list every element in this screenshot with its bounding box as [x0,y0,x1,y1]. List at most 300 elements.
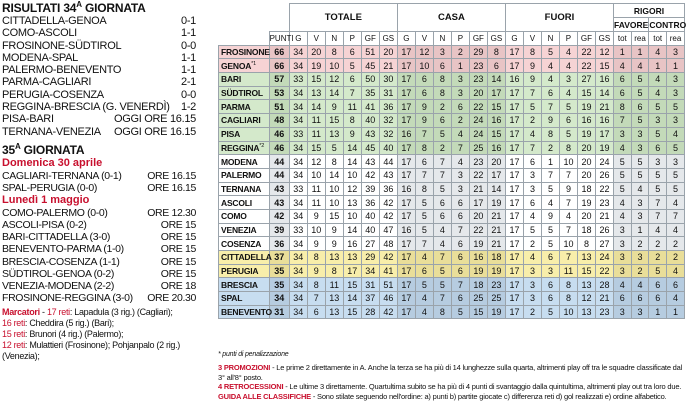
stat-cell: 3 [523,168,541,182]
stat-cell: 8 [325,45,343,59]
stat-cell: 4 [631,278,649,292]
standings-row [219,278,685,292]
stat-cell: 19 [595,141,613,155]
stat-cell: 3 [631,209,649,223]
stat-cell: 4 [451,127,469,141]
team-name: FROSINONE [219,45,270,59]
column-header: GS [595,32,613,46]
stat-cell: 40 [361,114,379,128]
scorer-goals: 12 reti [2,339,25,350]
stat-cell: 33 [289,73,307,87]
result-row [2,15,198,27]
stat-cell: 2 [631,237,649,251]
stat-cell: 13 [577,305,595,319]
result-match: PARMA-CAGLIARI [2,76,92,89]
fixture-day-title: Lunedì 1 maggio [2,194,90,207]
stat-cell: 23 [595,196,613,210]
stat-cell: 15 [577,264,595,278]
stat-cell: 3 [613,251,631,265]
column-header: GF [361,32,379,46]
team-points: 37 [269,251,289,265]
team-points: 43 [269,182,289,196]
stat-cell: 21 [487,209,505,223]
stat-cell: 14 [325,86,343,100]
team-points: 31 [269,305,289,319]
stat-cell: 7 [559,251,577,265]
stat-cell: 9 [325,237,343,251]
result-score: 0-0 [181,88,196,101]
stat-cell: 17 [397,305,415,319]
stat-cell: 21 [595,209,613,223]
stat-cell: 47 [379,223,397,237]
stat-cell: 17 [487,86,505,100]
stat-cell: 3 [559,73,577,87]
stat-cell: 28 [361,305,379,319]
stat-cell: 43 [379,168,397,182]
promotions-note: 3 PROMOZIONI - Le prime 2 direttamente in A. Anche la terza se ha più di 14 lunghezze sulla quarta, altrimenti play off tra le squadre classificate dal 3° all'8° posto. [218,363,683,382]
result-row [2,101,198,113]
stat-cell: 5 [667,168,685,182]
stat-cell: 1 [649,59,667,73]
scorer-text: : Mulattieri (Frosinone); Pohjanpalo (2 rig.) (Venezia); [2,339,180,361]
stat-cell: 8 [307,278,325,292]
stat-cell: 14 [343,292,361,306]
stat-cell: 17 [397,59,415,73]
stat-cell: 4 [667,127,685,141]
stat-cell: 36 [379,100,397,114]
stat-cell: 15 [469,305,487,319]
stat-cell: 4 [415,305,433,319]
stat-cell: 9 [307,237,325,251]
standings-row [219,237,685,251]
stat-cell: 3 [613,127,631,141]
stat-cell: 2 [541,141,559,155]
stat-cell: 20 [577,168,595,182]
stat-cell: 13 [577,278,595,292]
fixture-row [2,207,198,219]
standings-row [219,127,685,141]
stat-cell: 3 [631,251,649,265]
stat-cell: 7 [613,114,631,128]
stat-cell: 6 [343,45,361,59]
stat-cell: 22 [469,168,487,182]
result-match: TERNANA-VENEZIA [2,125,101,138]
stat-cell: 36 [361,196,379,210]
stat-cell: 17 [505,100,523,114]
column-header: G [397,32,415,46]
stat-cell: 17 [397,209,415,223]
stat-cell: 10 [307,223,325,237]
stat-cell: 17 [397,100,415,114]
stat-cell: 20 [307,45,325,59]
penalty-note: * punti di penalizzazione [218,351,289,358]
stat-cell: 16 [343,237,361,251]
stat-cell: 6 [487,59,505,73]
stat-cell: 19 [487,305,505,319]
team-points: 35 [269,264,289,278]
stat-cell: 5 [613,155,631,169]
stat-cell: 20 [577,155,595,169]
stat-cell: 6 [433,196,451,210]
stat-cell: 34 [289,114,307,128]
stat-cell: 6 [433,59,451,73]
stat-cell: 7 [433,292,451,306]
stat-cell: 6 [631,292,649,306]
stat-cell: 3 [613,305,631,319]
stat-cell: 19 [469,264,487,278]
team-points: 42 [269,209,289,223]
fixture-time: ORE 15 [160,267,196,280]
stat-cell: 17 [505,45,523,59]
stat-cell: 5 [649,127,667,141]
scorer-text: : Lapadula (3 rig.) (Cagliari); [69,306,173,317]
stat-cell: 1 [541,155,559,169]
stat-cell: 34 [289,305,307,319]
team-name: PARMA [219,100,270,114]
fixture-row [2,219,198,231]
stat-cell: 13 [325,292,343,306]
stat-cell: 3 [667,73,685,87]
scorer-text: : Brunori (4 rig.) (Palermo); [24,328,124,339]
stat-cell: 7 [307,292,325,306]
stat-cell: 11 [343,100,361,114]
stat-cell: 12 [577,292,595,306]
stat-cell: 2 [451,45,469,59]
stat-cell: 8 [415,182,433,196]
result-row [2,113,198,125]
stat-cell: 9 [541,114,559,128]
result-score: 2-1 [181,76,196,89]
stat-cell: 17 [397,155,415,169]
fixture-row [2,243,198,255]
team-points: 46 [269,141,289,155]
result-row [2,76,198,88]
stat-cell: 41 [361,100,379,114]
stat-cell: 17 [397,114,415,128]
fixture-match: SÜDTIROL-GENOA (0-2) [2,267,115,280]
team-points: 44 [269,168,289,182]
stat-cell: 4 [667,223,685,237]
column-header: P [343,32,361,46]
stat-cell: 1 [451,59,469,73]
stat-cell: 3 [523,182,541,196]
team-name: CITTADELLA [219,251,270,265]
stat-cell: 15 [307,141,325,155]
stat-cell: 7 [415,127,433,141]
stat-cell: 19 [469,237,487,251]
stat-cell: 7 [415,168,433,182]
stat-cell: 32 [379,127,397,141]
stat-cell: 6 [415,264,433,278]
stat-cell: 3 [667,86,685,100]
stat-cell: 2 [523,305,541,319]
stat-cell: 10 [325,59,343,73]
stat-cell: 13 [325,305,343,319]
result-match: PISA-BARI [2,113,54,126]
results-title: RISULTATI $34^A$ GIORNATA [2,0,146,15]
stat-cell: 3 [451,73,469,87]
stat-cell: 14 [343,223,361,237]
stat-cell: 7 [649,209,667,223]
stat-cell: 17 [505,182,523,196]
stat-cell: 12 [325,73,343,87]
stat-cell: 4 [613,141,631,155]
stat-cell: 31 [379,86,397,100]
stat-cell: 3 [667,155,685,169]
stat-cell: 8 [541,127,559,141]
standings-row [219,100,685,114]
result-score: 0-1 [181,15,196,27]
stat-cell: 3 [613,264,631,278]
fixture-time: ORE 16.15 [147,182,196,195]
stat-cell: 2 [667,237,685,251]
stat-cell: 3 [541,264,559,278]
stat-cell: 10 [325,182,343,196]
stat-cell: 10 [325,196,343,210]
stat-cell: 5 [631,73,649,87]
stat-cell: 6 [649,292,667,306]
scorer-goals: 16 reti [2,317,25,328]
stat-cell: 15 [343,278,361,292]
column-header: P [451,32,469,46]
team-name: ASCOLI [219,196,270,210]
stat-cell: 4 [613,209,631,223]
stat-cell: 7 [415,237,433,251]
stat-cell: 10 [343,168,361,182]
team-points: 43 [269,196,289,210]
stat-cell: 7 [541,100,559,114]
team-name: GENOA$^{*1}$ [219,59,270,73]
fixture-match: FROSINONE-REGGINA (3-0) [2,291,133,304]
stat-cell: 5 [541,182,559,196]
stat-cell: 12 [307,155,325,169]
column-header: N [433,32,451,46]
stat-cell: 12 [415,45,433,59]
stat-cell: 33 [289,182,307,196]
standings-row [219,264,685,278]
stat-cell: 43 [361,155,379,169]
next-round-title: $35^A$ GIORNATA [2,141,85,157]
stat-cell: 22 [595,264,613,278]
stat-cell: 17 [397,196,415,210]
team-name: TERNANA [219,182,270,196]
stat-cell: 27 [577,73,595,87]
stat-cell: 23 [487,278,505,292]
stat-cell: 9 [307,209,325,223]
stat-cell: 6 [415,155,433,169]
stat-cell: 33 [289,127,307,141]
stat-cell: 18 [577,182,595,196]
stat-cell: 31 [361,278,379,292]
column-header: GS [379,32,397,46]
stat-cell: 7 [451,278,469,292]
guide-note: GUIDA ALLE CLASSIFICHE - Sono stilate seguendo nell'ordine: a) punti b) partite giocate c) differenza reti d) gol realizzati e) ordine alfabetico. [218,391,667,401]
stat-cell: 8 [559,292,577,306]
stat-cell: 8 [559,278,577,292]
header-casa: CASA [397,4,505,32]
stat-cell: 9 [343,127,361,141]
standings-table-container [218,3,685,319]
stat-cell: 21 [487,223,505,237]
result-match: COMO-ASCOLI [2,27,77,40]
stat-cell: 42 [379,209,397,223]
stat-cell: 6 [523,155,541,169]
team-name: PISA [219,127,270,141]
stat-cell: 17 [505,155,523,169]
stat-cell: 17 [505,278,523,292]
stat-cell: 16 [595,73,613,87]
fixture-time: ORE 18 [160,279,196,292]
stat-cell: 8 [433,86,451,100]
team-name: REGGINA$^{*2}$ [219,141,270,155]
team-name: BARI [219,73,270,87]
stat-cell: 42 [379,251,397,265]
relegations-note: 4 RETROCESSIONI - Le ultime 3 direttamente. Quartultima subito se ha più di 4 punti di svantaggio dalla quintultima, altrimenti play out tra loro due. [218,382,682,392]
team-name: CAGLIARI [219,114,270,128]
stat-cell: 6 [523,196,541,210]
stat-cell: 3 [451,86,469,100]
stat-cell: 8 [523,45,541,59]
stat-cell: 6 [451,264,469,278]
stat-cell: 4 [559,59,577,73]
stat-cell: 3 [667,45,685,59]
stat-cell: 3 [631,196,649,210]
result-match: CITTADELLA-GENOA [2,15,107,27]
stat-cell: 10 [307,168,325,182]
stat-cell: 4 [415,292,433,306]
stat-cell: 8 [307,251,325,265]
stat-cell: 4 [559,209,577,223]
stat-cell: 5 [523,223,541,237]
team-name: SPAL [219,292,270,306]
stat-cell: 1 [631,45,649,59]
stat-cell: 5 [325,141,343,155]
stat-cell: 34 [289,168,307,182]
stat-cell: 2 [451,114,469,128]
fixture-row [2,280,198,292]
standings-row [219,45,685,59]
team-name: COMO [219,209,270,223]
header-totale: TOTALE [289,4,397,32]
column-header: G [505,32,523,46]
stat-cell: 4 [559,86,577,100]
stat-cell: 22 [577,45,595,59]
stat-cell: 9 [307,264,325,278]
header-fuori: FUORI [505,4,613,32]
scorer-text: : Cheddira (5 rig.) (Bari); [24,317,114,328]
stat-cell: 6 [541,292,559,306]
stat-cell: 20 [469,86,487,100]
stat-cell: 1 [631,223,649,237]
stat-cell: 17 [505,141,523,155]
stat-cell: 2 [631,264,649,278]
stat-cell: 4 [433,223,451,237]
stat-cell: 8 [325,155,343,169]
stat-cell: 16 [397,182,415,196]
stat-cell: 19 [577,196,595,210]
stat-cell: 32 [379,114,397,128]
stat-cell: 17 [397,168,415,182]
stat-cell: 8 [415,141,433,155]
stat-cell: 17 [505,127,523,141]
stat-cell: 17 [397,264,415,278]
stat-cell: 5 [433,264,451,278]
stat-cell: 6 [307,305,325,319]
standings-row [219,73,685,87]
stat-cell: 1 [667,305,685,319]
stat-cell: 4 [433,237,451,251]
team-points: 36 [269,237,289,251]
stat-cell: 5 [541,237,559,251]
fixture-time: ORE 15 [160,243,196,256]
stat-cell: 7 [433,251,451,265]
column-header: P [559,32,577,46]
stat-cell: 5 [415,209,433,223]
stat-cell: 21 [469,182,487,196]
stat-cell: 43 [361,127,379,141]
stat-cell: 17 [505,223,523,237]
stat-cell: 34 [289,278,307,292]
stat-cell: 16 [397,127,415,141]
stat-cell: 29 [469,45,487,59]
stat-cell: 27 [595,237,613,251]
stat-cell: 7 [433,155,451,169]
stat-cell: 23 [469,73,487,87]
stat-cell: 6 [451,196,469,210]
stat-cell: 8 [487,45,505,59]
stat-cell: 26 [595,223,613,237]
stat-cell: 21 [595,292,613,306]
scorers-label: Marcatori [2,306,40,317]
stat-cell: 7 [559,223,577,237]
stat-cell: 50 [361,73,379,87]
stat-cell: 5 [451,305,469,319]
stat-cell: 3 [613,223,631,237]
standings-body [219,45,685,319]
fixture-match: VENEZIA-MODENA (2-2) [2,279,115,292]
team-name: MODENA [219,155,270,169]
stat-cell: 5 [613,182,631,196]
stat-cell: 27 [361,237,379,251]
stat-cell: 51 [379,278,397,292]
stat-cell: 10 [559,305,577,319]
team-name: SÜDTIROL [219,86,270,100]
stat-cell: 18 [469,278,487,292]
column-header: V [415,32,433,46]
stat-cell: 13 [343,196,361,210]
fixture-row [2,231,198,243]
stat-cell: 10 [559,237,577,251]
stat-cell: 4 [523,251,541,265]
stat-cell: 7 [451,141,469,155]
stat-cell: 15 [307,73,325,87]
stat-cell: 4 [541,59,559,73]
stat-cell: 5 [415,196,433,210]
stat-cell: 5 [631,86,649,100]
stat-cell: 6 [415,86,433,100]
stat-cell: 17 [487,168,505,182]
standings-row [219,155,685,169]
stat-cell: 14 [595,86,613,100]
stat-cell: 4 [667,196,685,210]
stat-cell: 4 [649,73,667,87]
stat-cell: 34 [289,59,307,73]
stat-cell: 9 [325,223,343,237]
stat-cell: 24 [469,127,487,141]
stat-cell: 37 [361,292,379,306]
header-contro: CONTRO [649,19,687,30]
stat-cell: 3 [451,168,469,182]
